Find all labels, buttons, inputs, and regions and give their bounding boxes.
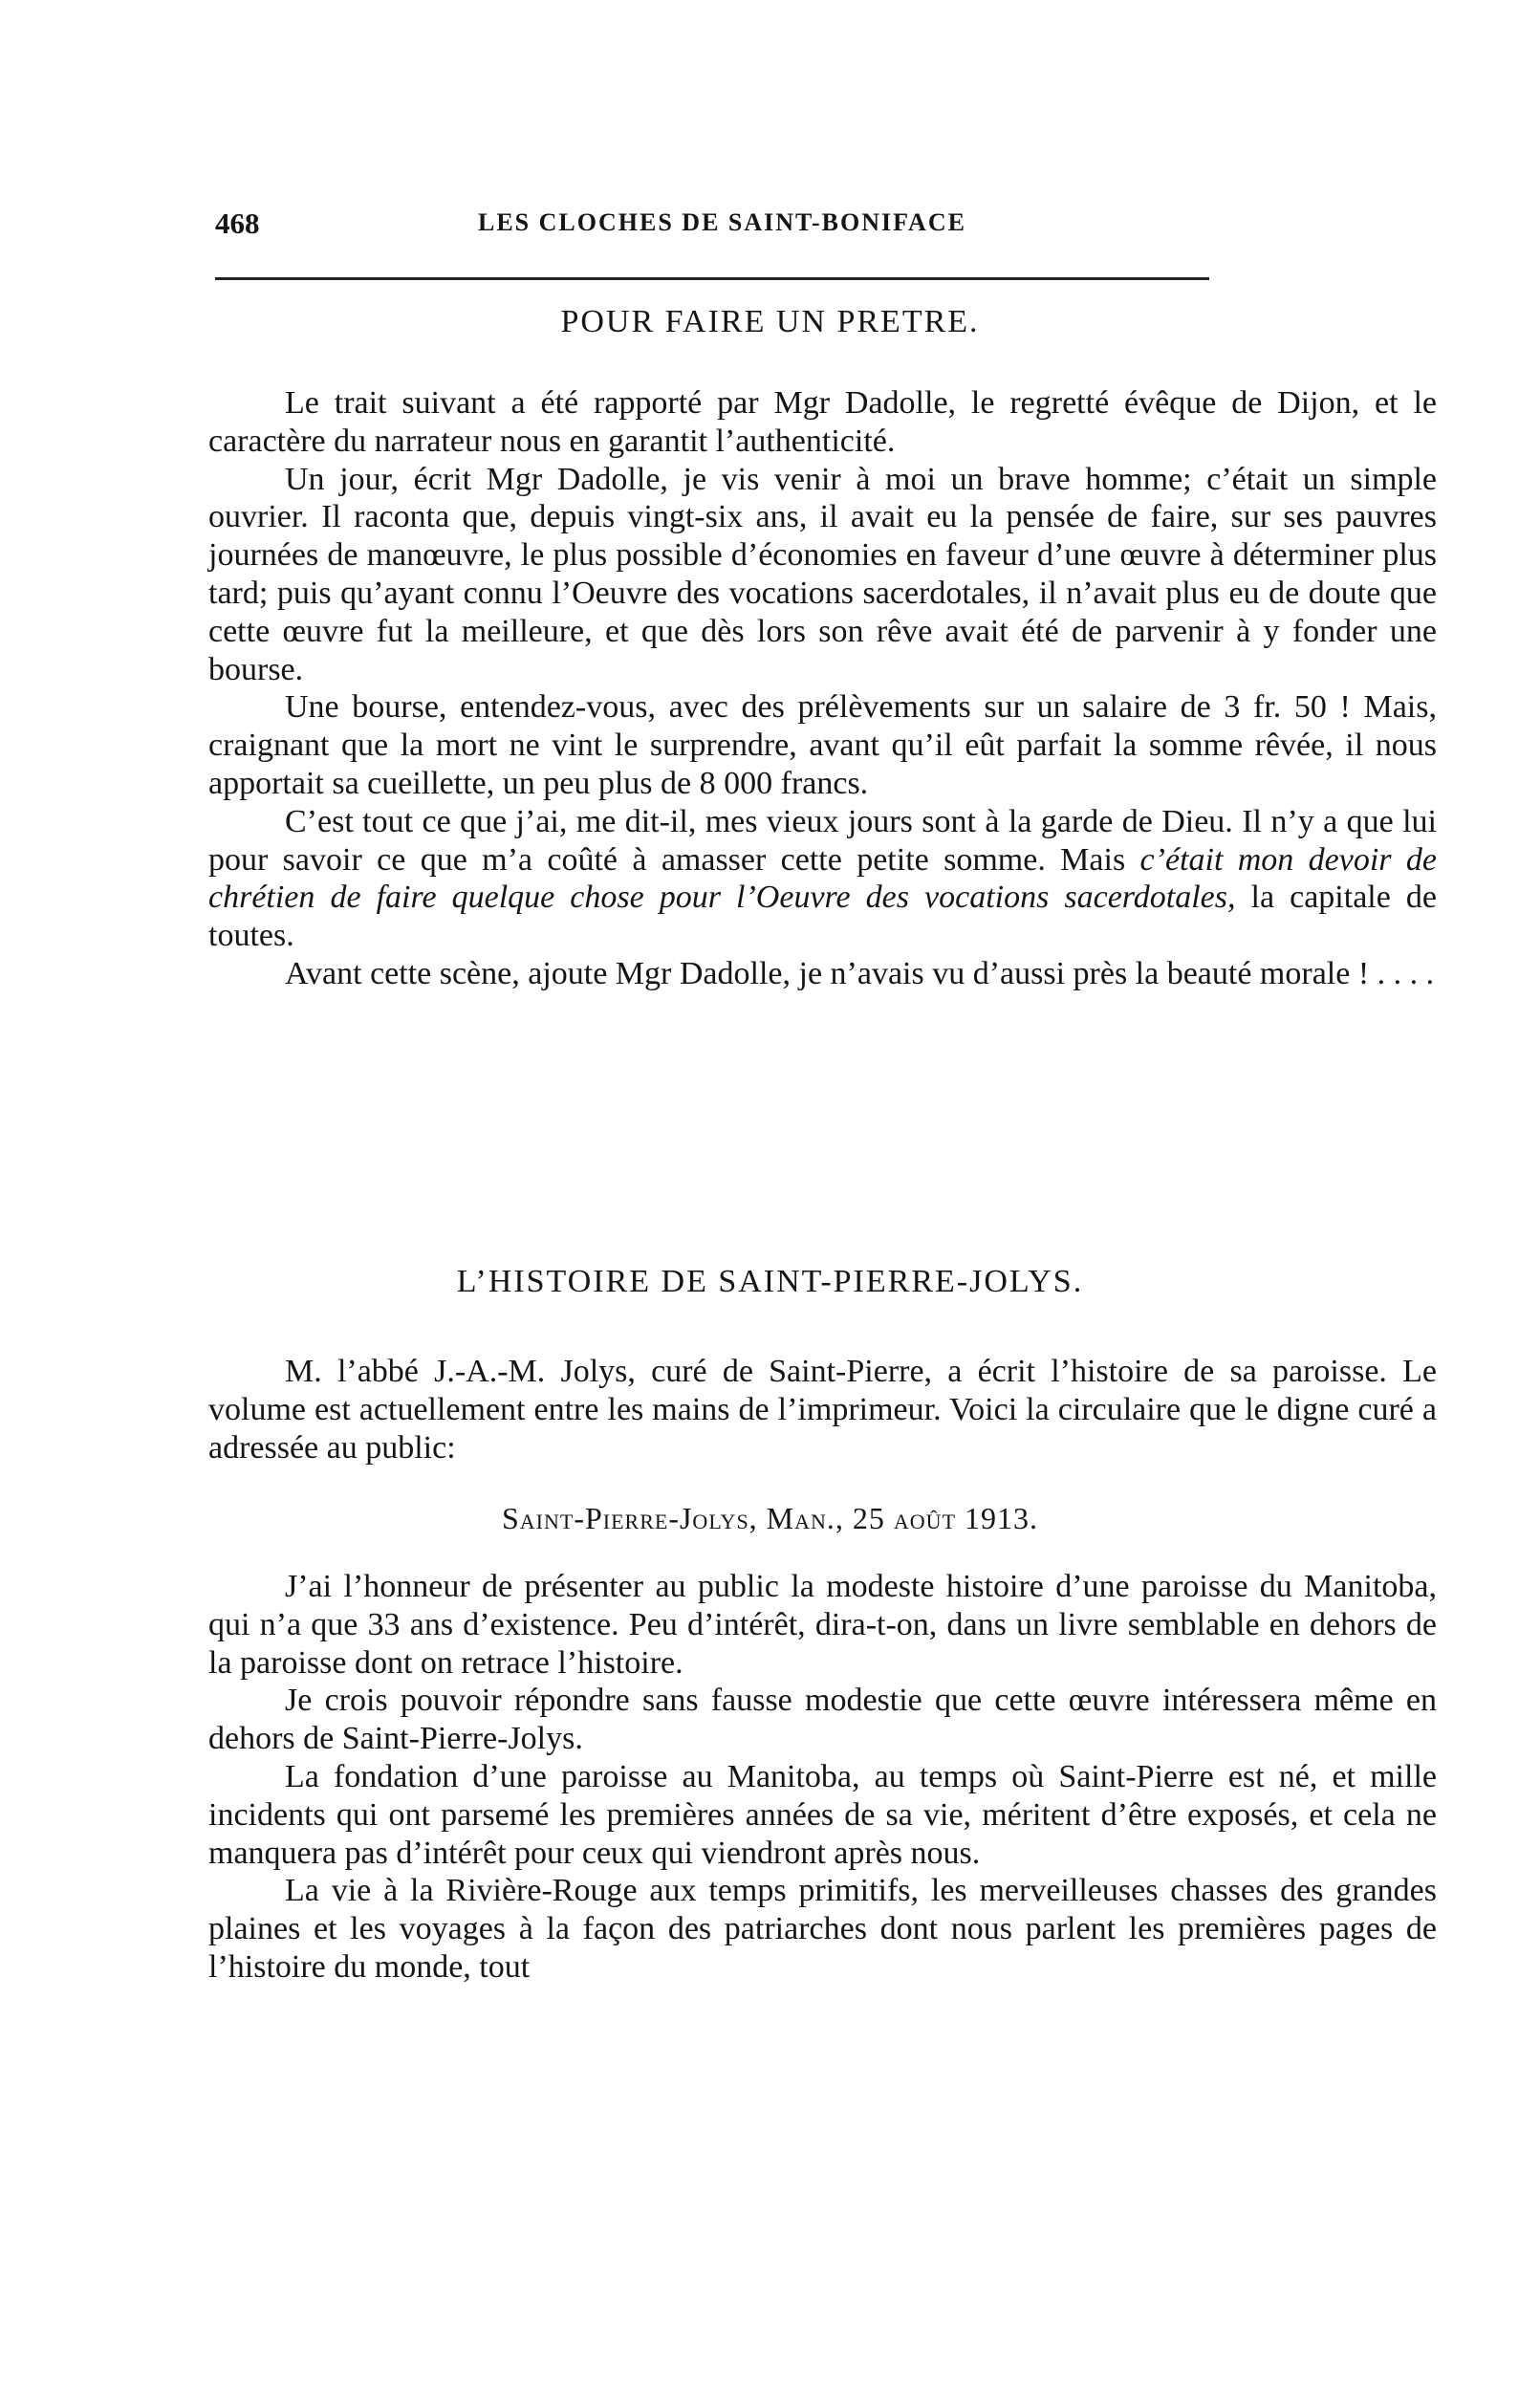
section-title-histoire-saint-pierre-jolys: L’HISTOIRE DE SAINT-PIERRE-JOLYS.: [456, 1264, 1084, 1299]
italic-quote: c’était mon devoir de chrétien de faire quelque chose pour l’Oeuvre des vocations sacerdotales,: [208, 841, 1437, 916]
section-intro-histoire: [208, 1353, 1437, 1467]
quote-text: C’est tout ce que j’ai, me dit-il, mes vieux jours sont à la garde de Dieu. Il n’y a que lui pour savoir ce que m’a coûté à amasser cette petite somme. Mais: [208, 803, 1437, 878]
paragraph: La fondation d’une paroisse au Manitoba, au temps où Saint-Pierre est né, et mille incidents qui ont parsemé les premières années de sa vie, méritent d’être exposés, et cela ne manquera pas d’intérêt pour ceux qui viendront après nous.: [208, 1758, 1437, 1871]
running-header: [215, 206, 1219, 245]
letter-body: [208, 1568, 1437, 1987]
letter-dateline: Saint-Pierre-Jolys, Man., 25 août 1913.: [501, 1501, 1039, 1535]
paragraph-with-italic-quote: [208, 803, 1437, 955]
paragraph: Une bourse, entendez-vous, avec des prélèvements sur un salaire de 3 fr. 50 ! Mais, craignant que la mort ne vint le surprendre, avant qu’il eût parfait la somme rêvée, il nous apportait sa cueillette, un peu plus de 8 000 francs.: [208, 689, 1437, 801]
section-body-pour-faire-un-pretre: [208, 384, 1437, 993]
paragraph: Un jour, écrit Mgr Dadolle, je vis venir à moi un brave homme; c’était un simple ouvrier. Il raconta que, depuis vingt-six ans, il avait eu la pensée de faire, sur ses pauvres journées de manœuvre, le plus possible d’économies en faveur d’une œuvre à déterminer plus tard; puis qu’ayant connu l’Oeuvre des vocations sacerdotales, il n’avait plus eu de doute que cette œuvre fut la meilleure, et que dès lors son rêve avait été de parvenir à y fonder une bourse.: [208, 461, 1437, 687]
paragraph: Avant cette scène, ajoute Mgr Dadolle, je n’avais vu d’aussi près la beauté morale ! . . . .: [285, 955, 1435, 991]
paragraph: J’ai l’honneur de présenter au public la modeste histoire d’une paroisse du Manitoba, qui n’a que 33 ans d’existence. Peu d’intérêt, dira-t-on, dans un livre semblable en dehors de la paroisse dont on retrace l’histoire.: [208, 1569, 1437, 1681]
running-title: LES CLOCHES DE SAINT-BONIFACE: [478, 208, 966, 236]
quote-text-end: la capitale de toutes.: [208, 880, 1437, 954]
paragraph: Je crois pouvoir répondre sans fausse modestie que cette œuvre intéressera même en dehors de Saint-Pierre-Jolys.: [208, 1683, 1437, 1757]
page-number: 468: [215, 206, 260, 240]
header-rule: [215, 277, 1209, 280]
section-title-pour-faire-un-pretre: POUR FAIRE UN PRETRE.: [560, 304, 980, 339]
paragraph: M. l’abbé J.-A.-M. Jolys, curé de Saint-Pierre, a écrit l’histoire de sa paroisse. Le volume est actuellement entre les mains de l’imprimeur. Voici la circulaire que le digne curé a adressée au public:: [208, 1354, 1437, 1466]
paragraph: Le trait suivant a été rapporté par Mgr Dadolle, le regretté évêque de Dijon, et le caractère du narrateur nous en garantit l’authenticité.: [208, 385, 1437, 459]
paragraph: La vie à la Rivière-Rouge aux temps primitifs, les merveilleuses chasses des grandes plaines et les voyages à la façon des patriarches dont nous parlent les premières pages de l’histoire du monde, tout: [208, 1873, 1437, 1985]
